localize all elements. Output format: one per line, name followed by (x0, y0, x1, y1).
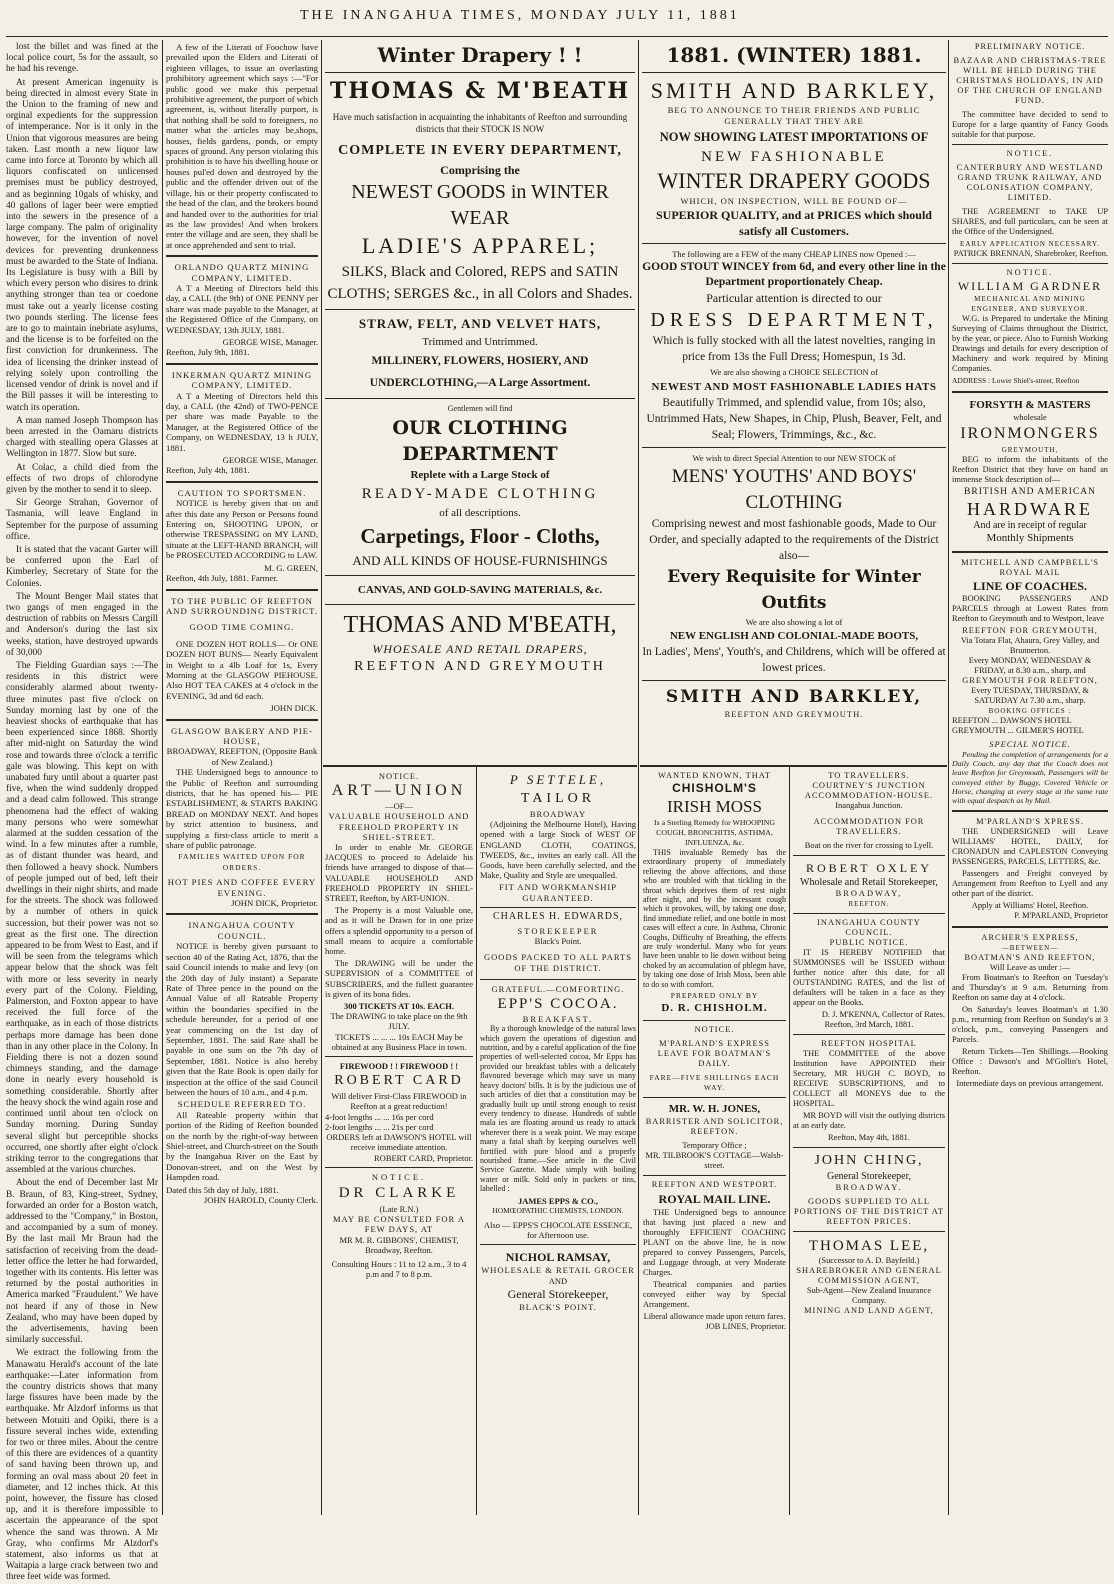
divider (642, 680, 946, 681)
ad-text: GREYMOUTH ... GILMER'S HOTEL (952, 726, 1084, 735)
ad-signature: JOHN DICK. (270, 703, 318, 714)
ad-text: MENS' YOUTHS' AND BOYS' CLOTHING (671, 466, 917, 513)
divider (643, 1097, 786, 1098)
news-paragraph: A man named Joseph Thompson has been arrested in the Oamaru districts charged with stealling opera Glasses at Wellington in 1877. Slow but sure. (6, 415, 158, 460)
column-rule (162, 40, 163, 1515)
ad-text: GRATEFUL.—COMFORTING. (491, 983, 625, 994)
ad-signature: PATRICK BRENNAN, Sharebroker, Reefton. (953, 249, 1108, 258)
ad-text: MAY BE CONSULTED FOR A FEW DAYS, AT (332, 1214, 466, 1235)
divider (166, 255, 318, 257)
ad-text: BROADWAY (529, 809, 587, 819)
ad-signature: GEORGE WISE, Manager. (222, 455, 318, 466)
ad-firm-name: SMITH AND BARKLEY, (665, 687, 923, 707)
ad-text: PUBLIC NOTICE. (829, 938, 909, 947)
ad-headline: LINE OF COACHES. (973, 579, 1087, 593)
ad-body: THE COMMITTEE of the above Institution have APPOINTED their Secretary, MR HUGH C. BOYD, to RECEIVE SUBSCRIPTIONS, and to COLLECT all MONEYS due to the HOSPITAL. (793, 1049, 945, 1108)
ad-signature: JOHN DICK, Proprietor. (231, 898, 318, 909)
ad-text: NEWEST AND MOST FASHIONABLE LADIES HATS (651, 381, 937, 393)
ad-body: BOOKING PASSENGERS AND PARCELS through at Lowest Rates from Reefton to Greymouth and to Westport, leave (952, 594, 1108, 623)
ad-headline: JOHN CHING, (814, 1153, 924, 1168)
ad-text: STRAW, FELT, AND VELVET HATS, (358, 316, 602, 331)
ad-text: Will Leave as under :— (989, 963, 1071, 973)
divider (793, 855, 945, 856)
ad-text: —BETWEEN— (1001, 944, 1059, 953)
ad-firm-name: SMITH AND BARKLEY, (650, 78, 938, 103)
divider (642, 72, 946, 73)
ad-text: BRITISH AND AMERICAN (964, 487, 1096, 497)
ad-text: Wholesale and Retail Storekeeper, (800, 877, 938, 888)
ad-title: NOTICE. (1006, 268, 1054, 277)
ad-text: GOODS PACKED TO ALL PARTS OF THE DISTRICT. (484, 952, 632, 973)
ad-text: WHOESALE AND RETAIL DRAPERS, (372, 642, 588, 656)
ad-title: NOTICE. (378, 771, 420, 781)
column-rule (948, 40, 949, 1515)
ad-text: FIT AND WORKMANSHIP GUARANTEED. (499, 882, 617, 903)
ad-body: The committee have decided to send to Europe for a large quantity of Fancy Goods suitable for that purpose. (952, 110, 1108, 139)
ad-text: of all descriptions. (439, 507, 521, 519)
news-paragraph: About the end of December last Mr B. Braun, of 83, King-street, Sydney, forwarded an order for a Boston watch, addressed to the "Company," in Boston, and accompanied by a sum of money. By the last mail Mr Braun had the satisfaction of receiving from the dead-letter office the letter he had forwarded, together with its contents. His letter was returned by the postal authorities in America marked "Fraudulent." We have not heard if any of those in New Zealand, who may have been duped by the advertisements, having been similarly successful. (6, 1178, 158, 1346)
ad-body: On Saturday's leaves Boatman's at 1.30 p.m., returning from Reefton on Sunday's at 3 o'clock, p.m., conveying Passengers and Parcels. (952, 1005, 1108, 1045)
ad-body: (Adjoining the Melbourne Hotel), Having opened with a large Stock of WEST OF ENGLAND CLOTH, COATINGS, TWEEDS, &c., invites an early call. All the Goods, have been carefully selected, and the Make, Quality and Style are unequalled. (480, 819, 636, 881)
ad-text: Every TUESDAY, THURSDAY, & SATURDAY At 7.30 a.m., sharp. (971, 686, 1089, 705)
ad-headline: CHARLES H. EDWARDS, (492, 910, 624, 922)
divider (325, 1056, 473, 1057)
ad-text: REEFTON. (848, 900, 890, 908)
ad-text: Black's Point. (534, 936, 582, 947)
ad-headline: 1881. (WINTER) 1881. (666, 43, 922, 67)
ad-text: MECHANICAL AND MINING ENGINEER, AND SURVEYOR. (971, 295, 1089, 313)
ad-text: 300 TICKETS AT 10s. EACH. (343, 1001, 455, 1012)
ad-body: MR BOYD will visit the outlying districts at an early date. (793, 1111, 945, 1130)
ad-text: CANTERBURY AND WESTLAND GRAND TRUNK RAILWAY, AND COLONISATION COMPANY, LIMITED. (956, 163, 1104, 202)
ad-text: Will deliver First-Class FIREWOOD in Reefton at a great reduction! (331, 1091, 467, 1112)
ad-body: A T a Meeting of Directors held this day, a CALL (the 42nd) of TWO-PENCE per share was made Payable to the Manager, at the Registered Office of the Company, on WEDNESDAY, 13 h JULY, 1881. (166, 390, 318, 453)
ad-body: A T a Meeting of Directors held this day, a CALL (the 9th) of ONE PENNY per share was made payable to the Manager, at the Registered Office of the Company, on WEDNESDAY, 13th JULY, 1881. (166, 282, 318, 335)
divider (642, 447, 946, 448)
divider (325, 604, 635, 605)
ad-text: —OF— (385, 801, 413, 812)
ad-text: DRESS DEPARTMENT, (650, 309, 938, 331)
ad-headline: WILLIAM GARDNER (957, 279, 1103, 293)
divider (952, 391, 1108, 393)
column-news-1 (6, 42, 158, 1583)
ad-text: REEFTON AND GREYMOUTH (354, 659, 606, 674)
news-paragraph: At present American ingenuity is being directed in almost every State in the Union to the framing of new and orginal expedients for the suppression of intemperance. Nor is it only in the Union that vigorous measures are being taken. Last month a new liquor law came into force at Toronto by which all liquors confiscated on unlicensed premises must be publicy destroyed, and as beginning 10gals of whisky, and 40 gallons of lager beer were emptied into the sewers in the presence of a large company. The palm of originality however, for the invention of novel devices for preventing drunkenness must be awarded to the State of Indiana. Its Legislature is busy with a Bill by which every person who disires to drink anything stronger than tea or coedone must take out a yearly license costing two pounds sterling. The license fees are to go to maintain inebriate asylums, and the license is to be forfeited on the first conviction for drunkenness. The idea of licensing the drinker instead of relying solely upon controlling the licensed vendor of drink is novel and if the Bill passes it will be interesting to watch its operation. (6, 77, 158, 413)
ad-text: FARE—FIVE SHILLINGS EACH WAY. (649, 1073, 780, 1093)
ad-text: General Storekeeper, (827, 1171, 911, 1182)
ad-text: Replete with a Large Stock of (410, 469, 550, 481)
ad-headline: THOMAS LEE, (808, 1238, 930, 1254)
ad-text: Every Requisite for Winter Outfits (667, 567, 921, 613)
divider (166, 481, 318, 483)
ad-body: All Rateable property within that portion of the Riding of Reefton bounded on the north by the right-of-way between Shiel-street, and Church-street on the South by the Inangahua River on the East by Donovan-street, and on the West by Hampden road. (166, 1109, 318, 1183)
ad-signature: P. M'PARLAND, Proprietor (1014, 911, 1108, 921)
divider (793, 913, 945, 914)
ad-text: And are in receipt of regular (973, 520, 1087, 531)
ad-price-line: 4-foot lengths ... ... 16s per cord (325, 1111, 434, 1122)
ad-text: HOMŒOPATHIC CHEMISTS, LONDON. (492, 1205, 624, 1215)
section-rule (640, 765, 947, 767)
ad-text: Which is fully stocked with all the latest novelties, ranging in price from 13s the Full Dress; Homespun, 1s 3d. (652, 335, 936, 363)
ad-text: (Successor to A. D. Bayfeild.) (818, 1256, 920, 1265)
ad-signature: JOHN HAROLD, County Clerk. (203, 1195, 318, 1206)
news-paragraph: The Fielding Guardian says :—The residents in this district were considerably alarmed about twenty-three minutes past five o'clock on Sunday morning last by one of the heaviest shocks of earthquake that has been experienced since 1868. Shortly after mid-night on Saturday the wind rose and towards three o'clock a terrific gale was blowing. This kept on with unabated fury until about a quarter past five, when the wind suddenly dropped and a dead calm followed. This strange phenomena had the effect of waking many persons who were somewhat alarmed at the sudden cessation of the wind. In a few minutes after a rumble, as of distant thunder was heard, and then followed a heavy shock. Numbers of people jumped out of bed, left their dwellings in their night shirts, and made for the streets. The shock was followed by a number of others in quick succession, but their power was not so great as the first one. The direction appeared to be from West to East, and if will be seen from the telegrams which appear below that the shock was felt with more or less severity in nearly every part of the Colony. Fielding, Palmerston, and Foxton appear to have received the full force of the earthquake, as in each of those districts perhaps more damage has been done than in any other place in the Colony. In Fielding there is not a dozen sound chimneys standing, and the damage done in nearly every household is something considerable. Shortly after the heavy shock the wind again rose and continued until about ten o'clock on Sunday morning. During Sunday several slight but perceptible shocks occurred, one shortly after eight o'clock striking terror to the congregations that assembled at the various churches. (6, 660, 158, 1176)
ad-text: AND (548, 1275, 568, 1286)
ad-headline: EPP'S COCOA. (497, 996, 619, 1013)
ad-text: SUPERIOR QUALITY, and at PRICES which should satisfy all Customers. (656, 208, 932, 238)
section-rule (323, 765, 637, 767)
ad-text: WHICH, ON INSPECTION, WILL BE FOUND OF— (680, 196, 908, 206)
ad-date: Dated this 5th day of July, 1881. (166, 1184, 279, 1195)
ad-headline: NICHOL RAMSAY, (505, 1250, 611, 1265)
news-paragraph: The Mount Benger Mail states that two gangs of men engaged in the destruction of rabbits on Messrs Cargill and Anderson's during the last six weeks, station, have destroyed upwards of 30,000 (6, 591, 158, 658)
divider (643, 1175, 786, 1176)
divider (480, 1244, 636, 1245)
ad-text: Inangahua Junction. (835, 801, 903, 810)
ad-text: Liberal allowance made upon return fares. (643, 1312, 786, 1322)
divider (325, 309, 635, 310)
ad-headline: CHISHOLM'S (672, 781, 757, 795)
ad-headline: IRONMONGERS (960, 425, 1100, 442)
ad-text: Comprising newest and most fashionable goods, Made to Our Order, and specially adapted to the requirements of the District also— (649, 518, 939, 562)
ad-text: NEWEST GOODS in WINTER WEAR (351, 181, 609, 229)
ad-text: SPECIAL NOTICE. (989, 740, 1071, 749)
ad-firm-name: THOMAS & M'BEATH (329, 78, 631, 104)
column-ads-5 (952, 42, 1108, 1512)
ad-thomas-mbeath (325, 42, 635, 764)
ad-heading: SCHEDULE REFERRED TO. (177, 1099, 307, 1110)
ad-headline: MR. W. H. JONES, (668, 1103, 761, 1116)
ad-text: VALUABLE HOUSEHOLD AND FREEHOLD PROPERTY IN SHIEL-STREET. (328, 811, 470, 842)
ad-text: BOATMAN'S AND REEFTON, (964, 953, 1096, 963)
ad-body: In order to enable Mr. GEORGE JACQUES to proceed to Adelaide his friends have arranged to dispose of that— VALUABLE HOUSEHOLD AND FREEHOLD PROPERTY IN SHIEL-STREET, Reefton, by ART-UNION. (325, 842, 473, 904)
news-paragraph: Sir George Strahan, Governor of Tasmania, will leave England in September for the purpose of assuming office. (6, 498, 158, 542)
ad-title: GLASGOW BAKERY AND PIE-HOUSE, (171, 725, 313, 746)
ad-body: THE Undersigned begs to announce that having just placed a new and thoroughly EFFICIENT COACHING PLANT on the above line, he is now prepared to convey Passengers, Parcels, and Luggage through, at very Moderate Charges. (643, 1208, 786, 1278)
ad-body: BEG to inform the inhabitants of the Reefton District that they have on hand an immense Stock description of— (952, 455, 1108, 484)
ad-text: Apply at Williams' Hotel, Reefton. (971, 901, 1089, 911)
ad-body: W.G. is Prepared to undertake the Mining Surveying of Claims throughout the District, by the year, or piece. Also to Furnish Working Drawings and details for every description of Machinery and work required by Mining Companies. (952, 314, 1108, 373)
ad-text: MR M. R. GIBBONS', CHEMIST, Broadway, Reefton. (339, 1234, 459, 1255)
ad-text: CANVAS, AND GOLD-SAVING MATERIALS, &c. (357, 584, 603, 596)
ad-text: WHOLESALE & RETAIL GROCER (481, 1265, 635, 1276)
ad-title: TO TRAVELLERS. (828, 771, 910, 780)
ad-text: GOODS SUPPLIED TO ALL PORTIONS OF THE DISTRICT AT REEFTON PRICES. (794, 1197, 944, 1226)
news-paragraph: It is stated that the vacant Garter will be conferred upon the Earl of Kimberley, Secretary of State for the Colonies. (6, 544, 158, 589)
ad-text: READY-MADE CLOTHING (361, 486, 599, 502)
ad-title: NOTICE. (371, 1171, 427, 1182)
ad-price-line: 2-foot lengths ... ... 21s per cord (325, 1121, 434, 1132)
divider (952, 263, 1108, 264)
ad-text: REEFTON FOR GREYMOUTH, (962, 626, 1098, 635)
ad-text: We wish to direct Special Attention to our NEW STOCK of (692, 453, 896, 463)
ad-text: Temporary Office ; (682, 1141, 747, 1151)
divider (480, 907, 636, 908)
ad-text: Sub-Agent—New Zealand Insurance Company. (806, 1286, 932, 1305)
column-ads-4a (643, 771, 786, 1515)
ad-text: SILKS, Black and Colored, REPS and SATIN CLOTHS; SERGES &c., in all Colors and Shades. (327, 264, 633, 302)
ad-body: Return Tickets—Ten Shillings.—Booking Office : Dawson's and M'Gollin's Hotel, Reefton. (952, 1047, 1108, 1077)
ad-text: MINING AND LAND AGENT, (804, 1306, 934, 1315)
ad-text: MILLINERY, FLOWERS, HOSIERY, AND UNDERCLOTHING,—A Large Assortment. (369, 355, 591, 389)
divider (952, 144, 1108, 145)
divider (952, 551, 1108, 553)
ad-text: wholesale (1013, 413, 1047, 422)
ad-signature: ROBERT CARD, Proprietor. (374, 1152, 473, 1163)
ad-body: Pending the completion of arrangements for a Daily Coach, any day that the Coach does not leave Reefton for Greymouth, Passengers will be conveyed either by Buggy, Covered Vehicle or Horse, changing at every stage at the same rate with equal despatch as by Mail. (952, 750, 1108, 806)
ad-title: ORLANDO QUARTZ MINING COMPANY, LIMITED. (174, 262, 310, 283)
ad-text: SHAREBROKER AND GENERAL COMMISSION AGENT, (796, 1266, 942, 1285)
ad-text: PREPARED ONLY BY (670, 991, 759, 1001)
ad-text: M'PARLAND'S EXPRESS LEAVE FOR BOATMAN'S DAILY. (657, 1039, 772, 1069)
divider (793, 1231, 945, 1232)
ad-headline: ART—UNION (331, 782, 467, 800)
header-rule (6, 36, 1108, 37)
ad-headline: ROBERT CARD (334, 1073, 464, 1089)
ad-text: GOOD STOUT WINCEY from 6d, and every other line in the Department proportionately Cheap. (642, 261, 946, 288)
ad-text: The DRAWING to take place on the 9th JULY. (330, 1011, 468, 1032)
ad-text: Consulting Hours : 11 to 12 a.m., 3 to 4 p.m and 7 to 8 p.m. (331, 1258, 467, 1280)
ad-text: Comprising the (440, 163, 520, 177)
ad-text: REEFTON AND GREYMOUTH. (724, 709, 864, 719)
ad-title: MITCHELL AND CAMPBELL'S ROYAL MAIL (961, 558, 1099, 577)
ad-text: BROADWAY. (835, 1183, 903, 1192)
ad-body: THE UNDERSIGNED will Leave WILLIAMS' HOTEL, DAILY, for CRONADUN and CAPLESTON Conveying PASSENGERS, PARCELS, LETTERS, &c. (952, 827, 1108, 867)
ad-heading: GOOD TIME COMING. (189, 622, 295, 633)
ad-title: REEFTON HOSPITAL (821, 1039, 917, 1048)
ad-body: Theatrical companies and parties conveyed either way by Special Arrangement. (643, 1280, 786, 1310)
ad-text: BEG TO ANNOUNCE TO THEIR FRIENDS AND PUBLIC GENERALLY THAT THEY ARE (667, 105, 921, 126)
ad-body: By a thorough knowledge of the natural laws which govern the operations of digestion and nutrition, and by a careful application of the fine properties of well-selected cocoa, Mr Epps has provided our breakfast tables with a delicately flavoured beverage which may save us many heavy doctors' bills. It is by the judicious use of such articles of diet that a constitution may be gradually built up until strong enough to resist every tendency to disease. Hundreds of subtle mala ies are floating around us ready to attack wherever there is a weak point. We may escape many a fatal shaft by keeping ourselves well fortified with pure blood and a properly nourished frame.—See article in the Civil Service Gazette. Made simply with boiling water or milk. Sold only in packets or tins, labelled : (480, 1024, 636, 1194)
ad-text: BROADWAY, (835, 889, 903, 898)
ad-heading: HOT PIES AND COFFEE EVERY EVENING. (167, 877, 317, 898)
ad-title: NOTICE. (694, 1025, 735, 1035)
ad-note: FAMILIES WAITED UPON FOR ORDERS. (178, 852, 306, 872)
ad-text: ACCOMMODATION FOR TRAVELLERS. (813, 817, 925, 836)
ad-title: INANGAHUA COUNTY COUNCIL. (188, 920, 296, 941)
ad-text: BLACK'S POINT. (519, 1301, 597, 1312)
divider (325, 398, 635, 399)
ad-headline: HARDWARE (967, 499, 1093, 519)
ad-text: Every MONDAY, WEDNESDAY & FRIDAY, at 8.30 a.m., sharp, and (968, 656, 1092, 675)
ad-firm-name: THOMAS AND M'BEATH, (343, 612, 617, 638)
ad-text: BREAKFAST. (522, 1014, 594, 1025)
column-ads-3a (325, 771, 473, 1515)
column-rule (321, 40, 322, 1515)
ad-date: Reefton, July 9th, 1881. (166, 347, 250, 358)
ad-text: Have much satisfaction in acquainting the inhabitants of Reefton and surrounding districts that their STOCK IS NOW (332, 112, 628, 134)
ad-text: REEFTON AND WESTPORT. (651, 1180, 778, 1190)
ad-signature: M. G. GREEN, (264, 562, 318, 573)
ad-text: NEW FASHIONABLE (701, 149, 887, 165)
divider (166, 719, 318, 721)
ad-body: THE AGREEMENT to TAKE UP SHARES, and full particulars, can be seen at the Office of the Undersigned. (952, 207, 1108, 236)
news-paragraph: lost the billet and was fined at the local police court, 5s for the assault, so he had his revenge. (6, 42, 158, 75)
divider (643, 1020, 786, 1021)
ad-text: Particular attention is directed to our (706, 291, 882, 305)
ad-text: Gentlemen will find (447, 404, 513, 413)
ad-text: In Ladies', Mens', Youth's, and Childrens, which will be offered at lowest prices. (642, 646, 946, 674)
ad-text: REEFTON ... DAWSON'S HOTEL (952, 716, 1072, 725)
divider (166, 363, 318, 365)
ad-headline: TAILOR (520, 791, 596, 806)
ad-text: We are also showing a CHOICE SELECTION of (710, 367, 878, 377)
ad-body: NOTICE is hereby given that on and after this date any Person or Persons found Entering on, SHOOTING UPON, or otherwise TRESPASSING on MY LAND, situate at the LEFT-HAND BRANCH, will be PROSECUTED ACCORDING to LAW. (166, 498, 318, 561)
ad-text: D. R. CHISHOLM. (661, 1002, 768, 1015)
news-paragraph: At Colac, a child died from the effects of two drops of chlorodyne given by the mother to send it to sleep. (6, 462, 158, 495)
ad-text: WINTER DRAPERY GOODS (657, 168, 931, 193)
ad-text: We are also showing a lot of (745, 617, 843, 627)
ad-body: THIS invaluable Remedy has the extraordinary property of immediately relieving the above affections, and those who are troubled with that tickling in the throat which deprives them of rest night after night, and by the incessant cough which it provokes, will, by taking one dose, find immediate relief, and one bottle in most cases will effect a cure. In Asthma, Chronic Coughs, Difficulty of Breathing, the effects are truly wonderful. Many who for years have been unable to lie down without being choked by an accumulation of phlegm have, by taking one dose of Irish Moss, been able to do so with comfort. (643, 848, 786, 989)
divider (793, 1147, 945, 1148)
ad-text: (Late R.N.) (379, 1203, 419, 1214)
ad-text: COURTNEY'S JUNCTION ACCOMMODATION-HOUSE. (804, 781, 934, 800)
ad-body: Passengers and Freight conveyed by Arrangement from Reefton to Lyell and any other part of the district. (952, 869, 1108, 899)
ad-signature: GEORGE WISE, Manager. (222, 336, 318, 347)
ad-date: Reefton, 4th July, 1881. Farmer. (166, 573, 278, 584)
ad-text: Also — EPPS'S CHOCOLATE ESSENCE, for Afternoon use. (483, 1219, 633, 1241)
divider (793, 1034, 945, 1035)
ad-text: Via Totara Flat, Ahaura, Grey Valley, and Brunnerton. (960, 636, 1100, 655)
ad-title: INKERMAN QUARTZ MINING COMPANY, LIMITED. (171, 369, 313, 391)
ad-address: BROADWAY, REEFTON, (Opposite Bank of New Zealand.) (166, 746, 318, 767)
divider (325, 72, 635, 73)
ad-date: Reefton, May 4th, 1881. (828, 1133, 910, 1142)
column-ads-4b (793, 771, 945, 1515)
ad-title: NOTICE. (1006, 149, 1054, 158)
ad-text: General Storekeeper, (507, 1286, 609, 1301)
ad-text: GREYMOUTH FOR REEFTON, (962, 676, 1098, 685)
ad-text: ORDERS left at DAWSON'S HOTEL will receive immediate attention. (326, 1132, 472, 1153)
ad-title: PRELIMINARY NOTICE. (974, 42, 1086, 51)
divider (166, 913, 318, 915)
ad-title: WANTED KNOWN, THAT (658, 771, 771, 780)
ad-headline: ROYAL MAIL LINE. (658, 1192, 771, 1207)
ad-text: NEW ENGLISH AND COLONIAL-MADE BOOTS, (669, 630, 919, 642)
ad-text: OUR CLOTHING DEPARTMENT (392, 417, 568, 465)
divider (166, 589, 318, 591)
ad-smith-barkley (642, 42, 946, 764)
ad-text: TICKETS ... ... ... 10s EACH May be obtained at any Business Place in town. (331, 1031, 467, 1052)
ad-body: THE Undersigned begs to announce to the Public of Reefton and surrounding districts, that he has opened his— PIE ESTABLISHMENT, & STARTS BAKING BREAD on MONDAY NEXT. And hopes by strict attention to business, and supplying a first-class article to merit a share of public patronage. (166, 767, 318, 851)
ad-text: Intermediate days on previous arrangement. (956, 1079, 1104, 1089)
divider (642, 243, 946, 244)
news-paragraph: We extract the following from the Manawatu Herald's account of the late earthquake:—Later information from the country districts shows that many large fissures have been made by the earthquake. Mr Alzdorf informs us that between Motuiti and Opiki, there is a fissure several inches wide, extending for two or three miles. About the centre of this there are evidences of a quantity of sand having been thrown up, and forming an oval mass about 20 feet in diameter, and 12 inches thick. At this point, however, the fissure has closed up, and it is therefore impossible to ascertain the appearance of the spot whence the sand was thrown. A Mr Gray, who confirms Mr Alzdorf's statement, also informs us that at Waitapia a large crack between two and three feet wide was formed. (6, 1348, 158, 1583)
ad-text: Beautifully Trimmed, and splendid value, from 10s; also, Untrimmed Hats, New Shapes, in Chip, Plush, Beaver, Felt, and Seal; Flowers, Trimmings, &c., &c. (646, 397, 942, 441)
ad-title: M'PARLAND'S XPRESS. (976, 817, 1084, 827)
divider (325, 575, 635, 576)
ad-text: STOREKEEPER (517, 926, 599, 937)
ad-text: Boat on the river for crossing to Lyell. (804, 841, 934, 850)
ad-headline: IRISH MOSS (667, 797, 762, 816)
ad-text: COMPLETE IN EVERY DEPARTMENT, (338, 143, 622, 158)
ad-date: Reefton, 3rd March, 1881. (824, 1020, 914, 1029)
ad-title: TO THE PUBLIC OF REEFTON AND SURROUNDING DISTRICT. (166, 595, 319, 616)
ad-title: ARCHER'S EXPRESS, (981, 933, 1079, 943)
ad-title: FIREWOOD ! ! FIREWOOD ! ! (339, 1061, 459, 1072)
column-news-2 (166, 42, 318, 1512)
ad-headline: DR CLARKE (338, 1184, 460, 1201)
masthead (0, 0, 1114, 40)
ad-body: IT IS HEREBY NOTIFIED that SUMMONSES will be ISSUED without further notice after this date, for all OUTSTANDING RATES, and the list of defaulters will be taken in a face as they appear on the Books. (793, 948, 945, 1007)
news-paragraph: A few of the Literati of Foochow have prevailed upon the Elders and Literati of eighteen villages, to issue an overlasting prohibitory agreement which says :—"For public good we make this perpetual prohibitive agreement, the purport of which agreement, is, without literally purport, is that nothing shall be sold to foreigners, no matter what the articles may be,shops, houses, fields gardens, ponds, or empty spaces of ground. Any person violating this prohibition is to have his dwelling house or houses pul'ed down and destroyed by the public and the offender driven out of the village, his or their property confiscated to the head of the clan, and the brokers bound and handed over to the authorities for trial as the law provides! And when brokers enter the village and are seen, they shall be at once apprehended and sent to trial. (166, 42, 318, 250)
ad-text: Trimmed and Untrimmed. (422, 336, 538, 348)
column-ads-3b (480, 771, 636, 1515)
ad-body: From Boatman's to Reefton on Tuesday's and Thursday's at 9 a.m. Returning from Reefton on same day at 4 o'clock. (952, 973, 1108, 1003)
column-rule (476, 765, 477, 1515)
ad-signature: JOB LINES, Proprietor. (705, 1322, 786, 1332)
ad-text: BAZAAR AND CHRISTMAS-TREE WILL BE HELD DURING THE CHRISTMAS HOLIDAYS, IN AID OF THE CHURCH OF ENGLAND FUND. (953, 56, 1107, 105)
ad-body: NOTICE is hereby given pursuant to section 40 of the Rating Act, 1876, that the said Council intends to make and levy (on the 20th day of July instant) a Separate Rate of Three pence in the pound on the Annual Value of all Rateable Property within the boundaries specified in the schedule hereunder, for a period of one year commencing on the 1st day of September, 1881. The said Rate shall be payable in one sum on the 7th day of September, 1881. Notice is also hereby given that the Rate Book is open daily for inspection at the office of the said Council between the hours of 10 a.m., and 4 p.m. (166, 941, 318, 1097)
column-rule (638, 40, 639, 1515)
ad-text: Carpetings, Floor - Cloths, (360, 524, 600, 548)
ad-text: JAMES EPPS & CO., (517, 1195, 599, 1206)
masthead-title: THE INANGAHUA TIMES, MONDAY JULY 11, 1881 (300, 8, 740, 23)
ad-body: The Property is a most Valuable one, and as it will be Drawn for in one prize offers a splendid opportunity to a person of small means to acquire a comfortable home. (325, 905, 473, 957)
ad-text: Is a Sterling Remedy for WHOOPING COUGH, BRONCHITIS, ASTHMA, INFLUENZA, &c. (654, 818, 775, 847)
ad-text: AND ALL KINDS OF HOUSE-FURNISHINGS (352, 553, 608, 568)
ad-body: ONE DOZEN HOT ROLLS— Or ONE DOZEN HOT BUNS— Nearly Equivalent in Weight to a 4lb Loaf for 1s, Every Morning at the GLASGOW PIEHOUSE. Also HOT TEA CAKES at 4 o'clock in the EVENING, 3d and 6d each. (166, 638, 318, 701)
ad-text: BARRISTER AND SOLICITOR, REEFTON. (645, 1117, 784, 1137)
divider (325, 1167, 473, 1168)
ad-title: INANGAHUA COUNTY COUNCIL. (817, 918, 921, 937)
ad-date: Reefton, July 4th, 1881. (166, 465, 250, 476)
ad-text: MR. TILBROOK'S COTTAGE—Walsh-street. (645, 1151, 784, 1171)
ad-text: ADDRESS : Lower Shiel's-street, Reefton (952, 376, 1080, 385)
ad-text: BOOKING OFFICES : (988, 707, 1072, 715)
ad-text: Monthly Shipments (986, 532, 1074, 544)
ad-text: The following are a FEW of the many CHEAP LINES now Opened :— (672, 249, 916, 259)
ad-text: NOW SHOWING LATEST IMPORTATIONS OF (659, 130, 929, 144)
ad-body: The DRAWING will be under the SUPERVISION of a COMMITTEE of SUBSCRIBERS, and the fullest guarantee is given of its bona fides. (325, 958, 473, 999)
ad-headline: Winter Drapery ! ! (377, 43, 583, 67)
ad-headline: P SETTELE, (509, 772, 607, 787)
divider (952, 810, 1108, 812)
divider (952, 926, 1108, 928)
ad-text: LADIE'S APPAREL; (361, 233, 599, 258)
ad-headline: FORSYTH & MASTERS (969, 399, 1091, 411)
ad-text: GREYMOUTH, (1001, 446, 1059, 454)
ad-text: EARLY APPLICATION NECESSARY. (960, 240, 1100, 248)
ad-title: CAUTION TO SPORTSMEN. (177, 487, 307, 498)
ad-headline: ROBERT OXLEY (805, 861, 933, 875)
ad-signature: D. J. M'KENNA, Collector of Rates. (821, 1010, 945, 1019)
divider (480, 979, 636, 980)
column-rule (789, 765, 790, 1515)
